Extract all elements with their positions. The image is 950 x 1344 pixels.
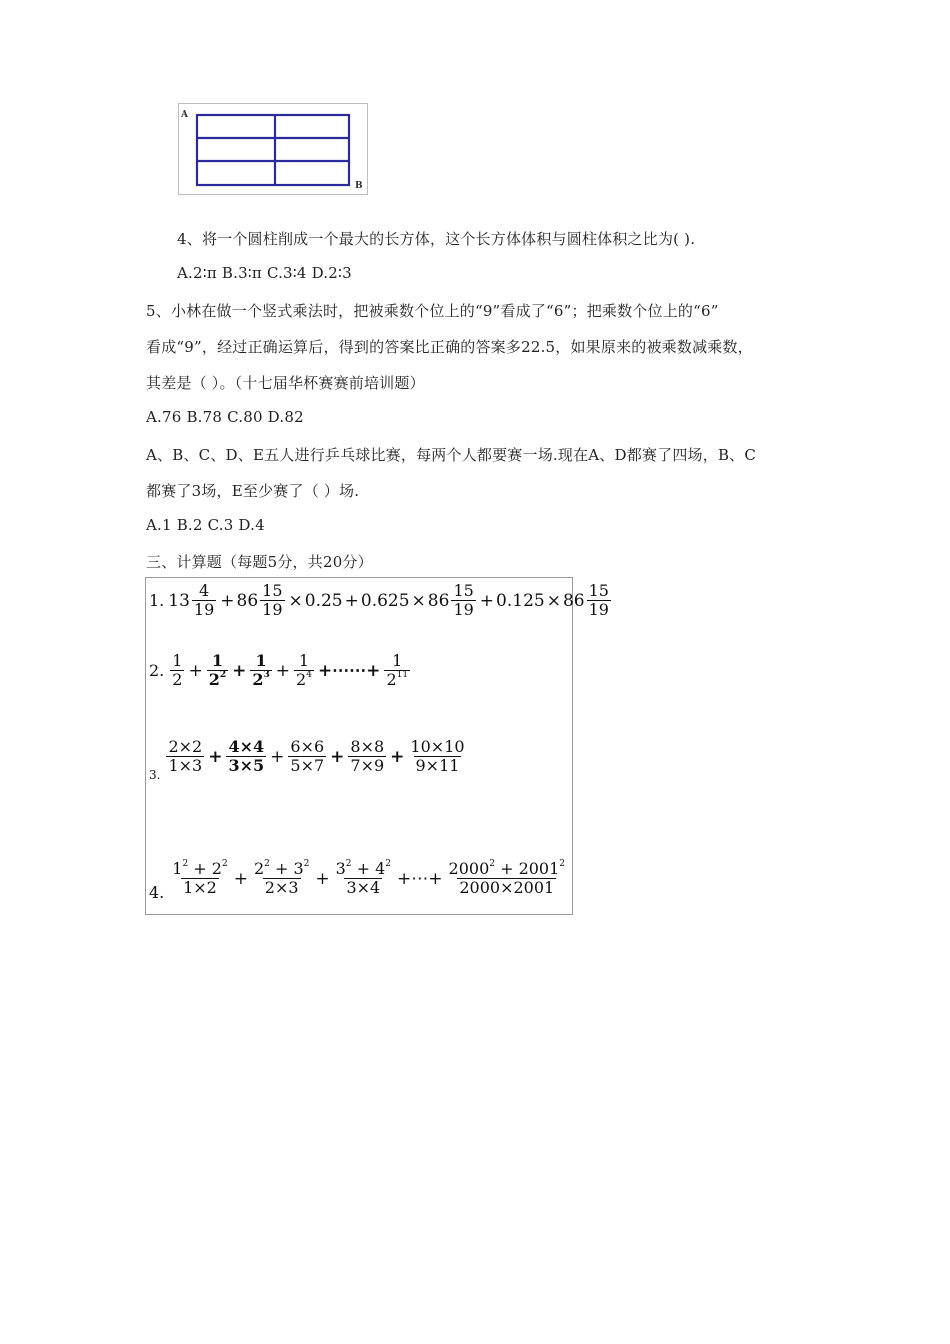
q4-stem: 4、将一个圆柱削成一个最大的长方体，这个长方体体积与圆柱体积之比为( ). [177, 230, 696, 248]
p1-a-fraction: $\frac{4}{19}$ [193, 581, 215, 619]
p1-b-fraction: $\frac{15}{19}$ [262, 581, 283, 619]
p1-b-whole: 86 [236, 590, 259, 611]
calc-problems-box [145, 577, 609, 915]
corner-label-a: A [181, 110, 188, 120]
p2-term-4: $\frac{1}{2^4}$ [296, 651, 312, 689]
p3-term-3: $\frac{6\times 6}{5\times 7}$ [290, 737, 325, 775]
grid-lines [179, 104, 367, 194]
calc-problem-3: 3. $\frac{2\times 2}{1\times 3}$ + $\frac{4\times 4}{3\times 5}$ + $\frac{6\times 6}{5\times 7}$ + $\frac{8\times 8}{7\times 9}$ + $\frac{10\times 10}{9\times 11}$ [149, 737, 465, 782]
q6-line2: 都赛了3场，E至少赛了（ ）场. [146, 482, 360, 500]
p4-term-last: $\frac{2000^2 + 2001^2}{2000\times 2001}$ [448, 858, 566, 897]
corner-label-b: B [355, 181, 363, 191]
p3-term-2: $\frac{4\times 4}{3\times 5}$ [228, 737, 265, 775]
calc-problem-2: 2. $\frac{1}{2}$ + $\frac{1}{2^2}$ + $\frac{1}{2^3}$ + $\frac{1}{2^4}$ +⋯⋯+ $\frac{1}{2^{11}}$ [149, 651, 409, 689]
q5-line3: 其差是（ ）。（十七届华杯赛赛前培训题） [146, 374, 425, 392]
problem-3-label: 3. [149, 767, 161, 782]
section3-heading: 三、计算题（每题5分，共20分） [146, 553, 373, 571]
p2-ellipsis: +⋯⋯+ [317, 660, 381, 681]
q6-options: A.1 B.2 C.3 D.4 [146, 516, 265, 534]
p1-e-whole: 86 [427, 590, 450, 611]
p3-term-1: $\frac{2\times 2}{1\times 3}$ [168, 737, 203, 775]
grid-figure [178, 103, 368, 195]
p1-g-whole: 86 [562, 590, 585, 611]
p2-term-1: $\frac{1}{2}$ [172, 651, 183, 689]
p1-g-fraction: $\frac{15}{19}$ [588, 581, 609, 619]
q5-line1: 5、小林在做一个竖式乘法时，把被乘数个位上的“9”看成了“6”；把乘数个位上的“6” [146, 302, 719, 320]
p1-e-fraction: $\frac{15}{19}$ [453, 581, 474, 619]
p4-term-3: $\frac{3^2 + 4^2}{3\times 4}$ [335, 858, 392, 897]
q4-options: A.2∶π B.3∶π C.3∶4 D.2∶3 [177, 264, 352, 282]
q5-options: A.76 B.78 C.80 D.82 [146, 408, 304, 426]
p2-term-2: $\frac{1}{2^2}$ [208, 651, 227, 689]
p1-a-whole: 13 [168, 590, 190, 611]
p4-ellipsis: +⋯+ [397, 868, 443, 889]
q5-line2: 看成“9”，经过正确运算后，得到的答案比正确的答案多22.5，如果原来的被乘数减乘数， [146, 338, 753, 356]
calc-problem-4: 4. $\frac{1^2 + 2^2}{1\times 2}$ + $\frac{2^2 + 3^2}{2\times 3}$ + $\frac{3^2 + 4^2}{3\times 4}$ +⋯+ $\frac{2000^2 + 2001^2}{2000\times 2001}$ [149, 858, 566, 902]
p4-term-1: $\frac{1^2 + 2^2}{1\times 2}$ [172, 858, 228, 897]
q6-line1: A、B、C、D、E五人进行乒乓球比赛，每两个人都要赛一场.现在A、D都赛了四场，B、C [146, 446, 757, 464]
p1-f: 0.125 [496, 590, 545, 611]
p3-term-5: $\frac{10\times 10}{9\times 11}$ [410, 737, 465, 775]
problem-2-label: 2. [149, 661, 165, 680]
calc-problem-1: 1. 13 $\frac{4}{19}$ + 86 $\frac{15}{19}$ × 0.25 + 0.625 × 86 $\frac{15}{19}$ + 0.125 × 86 $\frac{15}{19}$ [149, 581, 609, 619]
p3-term-4: $\frac{8\times 8}{7\times 9}$ [350, 737, 385, 775]
problem-1-label: 1. [149, 591, 165, 610]
p1-d: 0.625 [360, 590, 410, 611]
problem-4-label: 4. [149, 883, 165, 902]
p1-c: 0.25 [304, 590, 343, 611]
p2-term-last: $\frac{1}{2^{11}}$ [386, 651, 409, 689]
p4-term-2: $\frac{2^2 + 3^2}{2\times 3}$ [253, 858, 310, 897]
p2-term-3: $\frac{1}{2^3}$ [252, 651, 270, 689]
